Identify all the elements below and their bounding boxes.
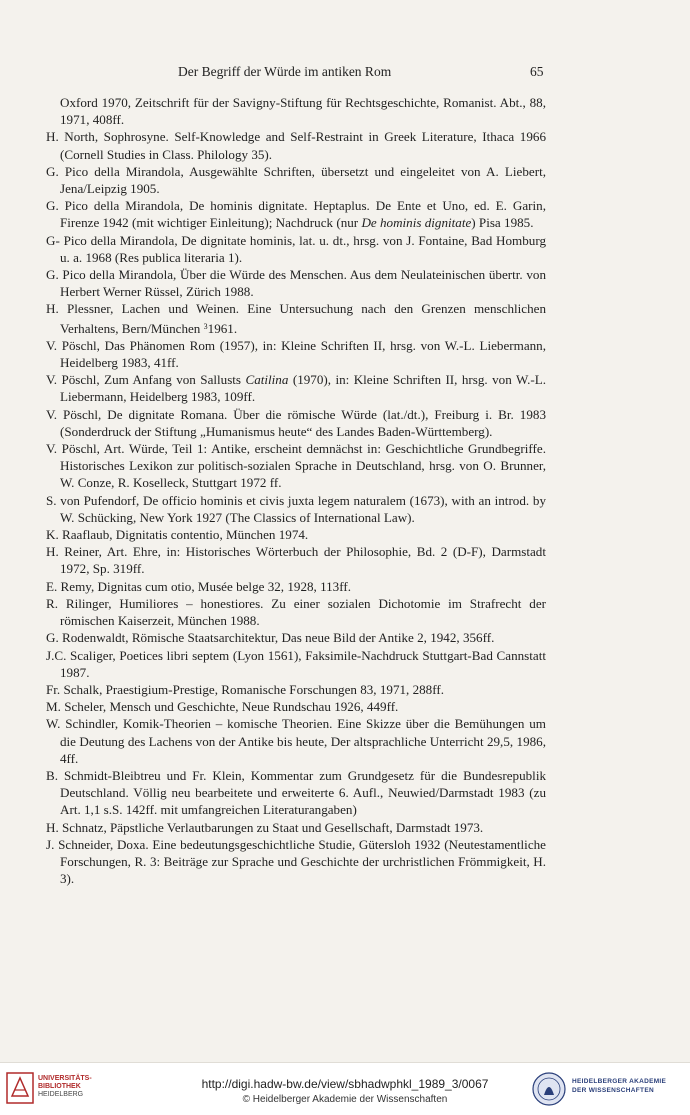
reference-entry: S. von Pufendorf, De officio hominis et civis juxta legem naturalem (1673), with an introd. by W. Schücking, New York 1927 (The Classics of International Law). [46, 492, 546, 525]
copyright-notice: © Heidelberger Akademie der Wissenschaften [242, 1094, 448, 1105]
reference-entry: G. Rodenwaldt, Römische Staatsarchitektur, Das neue Bild der Antike 2, 1942, 356ff. [46, 630, 495, 646]
viewer-footer [0, 1062, 690, 1115]
library-name: UNIVERSITÄTS- BIBLIOTHEK HEIDELBERG [38, 1075, 92, 1098]
reference-entry: V. Pöschl, Art. Würde, Teil 1: Antike, erscheint demnächst in: Geschichtliche Grundbegriffe. Historisches Lexikon zur politisch-sozialen Sprache in Deutschland, hrsg. von O. Brunner, W. Conze, R. Koselleck, Stuttgart 1972 ff. [46, 441, 546, 491]
reference-entry: W. Schindler, Komik-Theorien – komische Theorien. Eine Skizze über die Bemühungen um die Deutung des Lachens von der Antike bis heute, Der altsprachliche Unterricht 29,5, 1986, 4ff. [46, 716, 546, 766]
reference-entry: G. Pico della Mirandola, Ausgewählte Schriften, übersetzt und eingeleitet von A. Liebert, Jena/Leipzig 1905. [46, 163, 546, 197]
reference-entry: H. Plessner, Lachen und Weinen. Eine Untersuchung nach den Grenzen menschlichen Verhaltens, Bern/München $^3$1961. [46, 301, 546, 336]
reference-entry: H. North, Sophrosyne. Self-Knowledge and Self-Restraint in Greek Literature, Ithaca 1966 (Cornell Studies in Class. Philology 35). [46, 129, 546, 162]
reference-entry: Fr. Schalk, Praestigium-Prestige, Romanische Forschungen 83, 1971, 288ff. [46, 681, 444, 697]
reference-entry: G. Pico della Mirandola, Über die Würde des Menschen. Aus dem Neulateinischen übertr. von Herbert Werner Rüssel, Zürich 1988. [46, 267, 546, 300]
reference-entry: J.C. Scaliger, Poetices libri septem (Lyon 1561), Faksimile-Nachdruck Stuttgart-Bad Cannstatt 1987. [46, 647, 546, 680]
reference-entry: E. Remy, Dignitas cum otio, Musée belge 32, 1928, 113ff. [46, 578, 351, 594]
reference-entry: G- Pico della Mirandola, De dignitate hominis, lat. u. dt., hrsg. von J. Fontaine, Bad Homburg u. a. 1968 (Res publica literaria 1). [46, 232, 546, 265]
reference-entry: J. Schneider, Doxa. Eine bedeutungsgeschichtliche Studie, Gütersloh 1932 (Neutestamentliche Forschungen, R. 3: Beiträge zur Sprache und Geschichte der urchristlichen Frömmigkeit, H. 3). [46, 836, 546, 887]
reference-entry: R. Rilinger, Humiliores – honestiores. Zu einer sozialen Dichotomie im Strafrecht der römischen Kaiserzeit, München 1988. [46, 595, 546, 629]
academy-seal-icon [532, 1071, 566, 1107]
reference-entry: H. Schnatz, Päpstliche Verlautbarungen zu Staat und Gesellschaft, Darmstadt 1973. [46, 819, 484, 835]
reference-entry: M. Scheler, Mensch und Geschichte, Neue Rundschau 1926, 449ff. [46, 699, 399, 715]
document-url-link[interactable]: http://digi.hadw-bw.de/view/sbhadwphkl_1989_3/0067 [201, 1077, 489, 1091]
reference-entry: B. Schmidt-Bleibtreu und Fr. Klein, Kommentar zum Grundgesetz für die Bundesrepublik Deutschland. Völlig neu bearbeitete und erweiterte 6. Aufl., Neuwied/Darmstadt 1983 (zu Art. 1,1 s.S. 142ff. mit umfangreichen Literaturangaben) [46, 767, 546, 818]
reference-entry: K. Raaflaub, Dignitatis contentio, München 1974. [46, 527, 309, 543]
reference-entry: G. Pico della Mirandola, De hominis dignitate. Heptaplus. De Ente et Uno, ed. E. Garin, Firenze 1942 (mit wichtiger Einleitung); Nachdruck (nur De hominis dignitate) Pisa 1985. [46, 198, 546, 231]
running-title: Der Begriff der Würde im antiken Rom [178, 64, 392, 79]
reference-entry: Oxford 1970, Zeitschrift für der Savigny-Stiftung für Rechtsgeschichte, Romanist. Abt., 88, 1971, 408ff. [60, 95, 546, 128]
reference-entry: H. Reiner, Art. Ehre, in: Historisches Wörterbuch der Philosophie, Bd. 2 (D-F), Darmstadt 1972, Sp. 319ff. [46, 544, 546, 577]
reference-entry: V. Pöschl, Zum Anfang von Sallusts Catilina (1970), in: Kleine Schriften II, hrsg. von W.-L. Liebermann, Heidelberg 1983, 109ff. [46, 372, 547, 405]
academy-name: HEIDELBERGER AKADEMIE DER WISSENSCHAFTEN [572, 1078, 667, 1094]
bibliography-list [46, 94, 546, 887]
running-head [0, 64, 690, 84]
reference-entry: V. Pöschl, De dignitate Romana. Über die römische Würde (lat./dt.), Freiburg i. Br. 1983 (Sonderdruck der Stiftung „Humanismus heute“ des Landes Baden-Württemberg). [46, 406, 546, 439]
reference-entry: V. Pöschl, Das Phänomen Rom (1957), in: Kleine Schriften II, hrsg. von W.-L. Liebermann, Heidelberg 1983, 41ff. [46, 337, 546, 371]
page-number: 65 [530, 64, 544, 79]
